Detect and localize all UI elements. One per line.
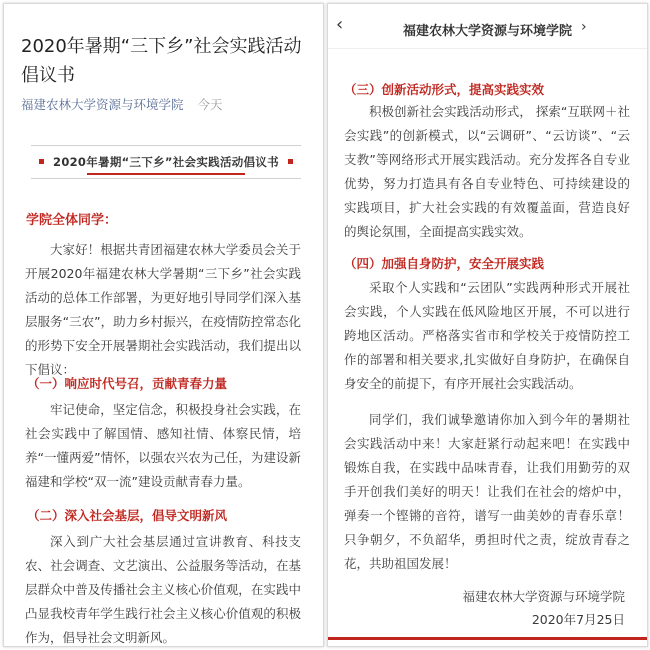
intro-paragraph: 大家好！根据共青团福建农林大学委员会关于开展2020年福建农林大学暑期“三下乡”社会实践活动的总体工作部署，为更好地引导同学们深入基层服务“三农”，助力乡村振兴，在疫情防控常态化的形势下安全开展暑期社会实践活动，我们提出以下倡议： bbox=[25, 242, 301, 377]
greeting: 学院全体同学： bbox=[26, 213, 118, 228]
section-4-heading: （四）加强自身防护，安全开展实践 bbox=[344, 256, 545, 271]
author-link[interactable]: 福建农林大学资源与环境学院 bbox=[21, 97, 184, 112]
banner-underline bbox=[87, 173, 245, 175]
article-panel-right bbox=[327, 3, 648, 647]
publish-date: 今天 bbox=[197, 97, 223, 112]
chevron-right-icon[interactable]: › bbox=[581, 19, 587, 35]
section-3-body: 积极创新社会实践活动形式， 探索“互联网＋社会实践”的创新模式，以“云调研”、“云访谈”、“云支教”等网络形式开展实践活动。充分发挥各自专业优势，努力打造具有各自专业特色、可持续建设的实践项目，扩大社会实践的有效覆盖面，营造良好的舆论氛围，全面提高实践实效。 bbox=[344, 104, 630, 239]
closing-paragraph: 同学们，我们诚挚邀请你加入到今年的暑期社会实践活动中来！大家赶紧行动起来吧！在实践中锻炼自我，在实践中品味青春，让我们用勤劳的双手开创我们美好的明天！让我们在社会的熔炉中，弹奏一个铿锵的音符，谱写一曲美妙的青春乐章！只争朝夕，不负韶华，勇担时代之责，绽放青春之花，共助祖国发展！ bbox=[344, 412, 630, 571]
section-2-heading: （二）深入社会基层，倡导文明新风 bbox=[27, 508, 228, 523]
section-3-heading: （三）创新活动形式，提高实践实效 bbox=[344, 82, 545, 97]
account-name-title[interactable]: 福建农林大学资源与环境学院 bbox=[402, 24, 572, 39]
section-4-body: 采取个人实践和“云团队”实践两种形式开展社会实践，个人实践在低风险地区开展，不可以进行跨地区活动。严格落实省市和学校关于疫情防控工作的部署和相关要求,扎实做好自身防护，在确保自身安全的前提下，有序开展社会实践活动。 bbox=[344, 280, 630, 391]
signature: 福建农林大学资源与环境学院 bbox=[462, 589, 625, 604]
signature-date: 2020年7月25日 bbox=[531, 612, 625, 627]
title-banner bbox=[31, 145, 301, 179]
back-icon[interactable]: ‹ bbox=[336, 14, 344, 35]
article-title: 2020年暑期“三下乡”社会实践活动倡议书 bbox=[21, 36, 302, 86]
section-2-body: 深入到广大社会基层通过宣讲教育、科技支农、社会调查、文艺演出、公益服务等活动，在基层群众中普及传播社会主义核心价值观，在实践中凸显我校青年学生践行社会主义核心价值观的积极作为，倡导社会文明新风。 bbox=[25, 534, 301, 645]
section-1-heading: （一）响应时代号召，贡献青春力量 bbox=[27, 376, 228, 391]
banner-text: 2020年暑期“三下乡”社会实践活动倡议书 bbox=[53, 155, 279, 169]
article-panel-left bbox=[3, 3, 324, 647]
nav-bar bbox=[328, 4, 647, 49]
footer-accent-line bbox=[328, 637, 647, 640]
article-meta bbox=[21, 95, 223, 113]
section-1-body: 牢记使命，坚定信念，积极投身社会实践，在社会实践中了解国情、感知社情、体察民情，培养“一懂两爱”情怀，以强农兴农为己任，为建设新福建和学校“双一流”建设贡献青春力量。 bbox=[25, 402, 301, 489]
